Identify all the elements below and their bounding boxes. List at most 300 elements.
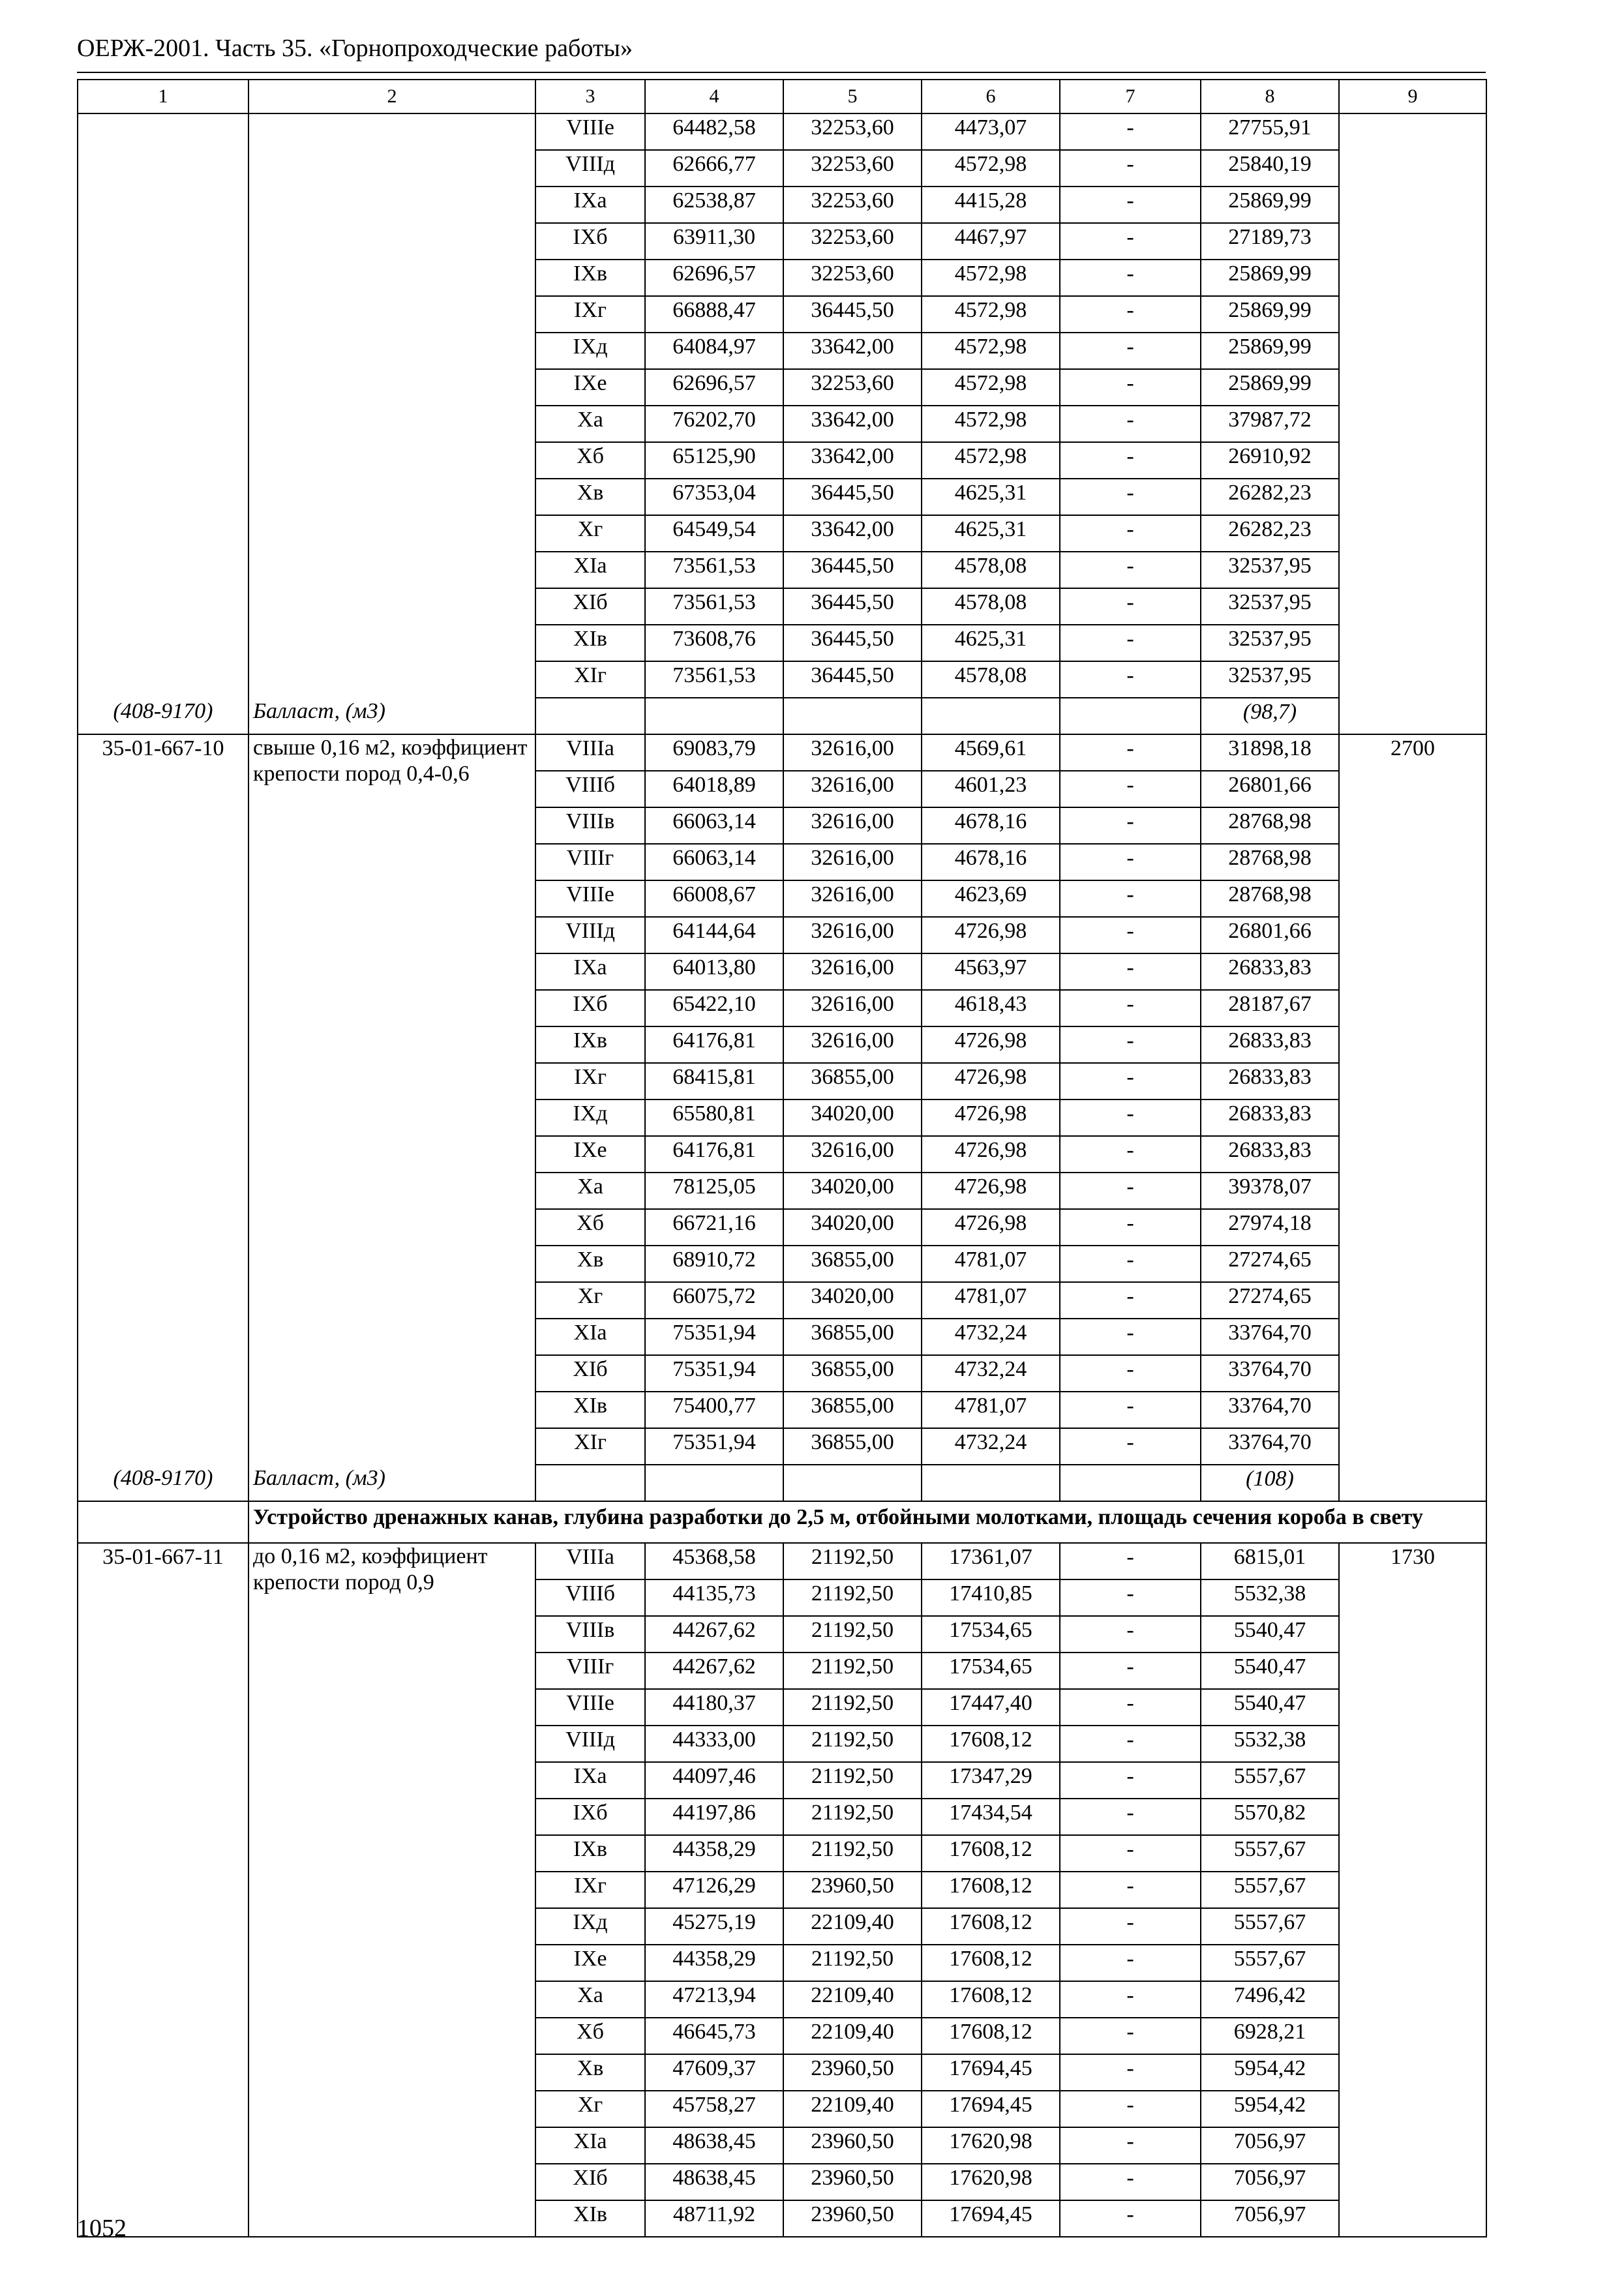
materials-cost: 5540,47 [1201, 1653, 1339, 1689]
machine-cost: 17620,98 [922, 2164, 1060, 2200]
total-cost: 64084,97 [645, 333, 783, 369]
desc-note: Балласт, (м3) [248, 1465, 535, 1501]
region-code: IXв [535, 1835, 645, 1872]
materials-cost: 6928,21 [1201, 2018, 1339, 2054]
norm-cell: 2700 [1339, 734, 1486, 1501]
region-code: VIIIе [535, 113, 645, 150]
materials-cost: 5954,42 [1201, 2054, 1339, 2091]
region-code: Xб [535, 442, 645, 479]
region-code: XIа [535, 1319, 645, 1355]
machine-cost: 4415,28 [922, 187, 1060, 223]
total-cost: 47609,37 [645, 2054, 783, 2091]
labor-cost: 32253,60 [783, 187, 922, 223]
code-cell: 35-01-667-10 [78, 734, 248, 1465]
materials-cost: 5557,67 [1201, 1835, 1339, 1872]
machine-cost: 4732,24 [922, 1319, 1060, 1355]
materials-cost: 32537,95 [1201, 661, 1339, 698]
region-code: VIIIе [535, 1689, 645, 1726]
total-cost: 44358,29 [645, 1835, 783, 1872]
machine-cost: 4781,07 [922, 1282, 1060, 1319]
transport-cost: - [1060, 1209, 1201, 1246]
labor-cost: 34020,00 [783, 1100, 922, 1136]
transport-cost: - [1060, 990, 1201, 1026]
materials-cost: 26282,23 [1201, 479, 1339, 515]
region-code: XIг [535, 1428, 645, 1465]
total-cost: 66721,16 [645, 1209, 783, 1246]
total-cost: 67353,04 [645, 479, 783, 515]
machine-cost: 17608,12 [922, 1945, 1060, 1981]
region-code: Xа [535, 406, 645, 442]
labor-cost: 21192,50 [783, 1799, 922, 1835]
machine-cost: 4572,98 [922, 150, 1060, 187]
machine-cost: 17608,12 [922, 1908, 1060, 1945]
machine-cost: 4618,43 [922, 990, 1060, 1026]
transport-cost: - [1060, 1762, 1201, 1799]
transport-cost: - [1060, 1026, 1201, 1063]
region-code: VIIIа [535, 1543, 645, 1579]
empty-cell [535, 1465, 645, 1501]
labor-cost: 36855,00 [783, 1246, 922, 1282]
materials-cost: 31898,18 [1201, 734, 1339, 771]
total-cost: 66008,67 [645, 880, 783, 917]
materials-cost: 7496,42 [1201, 1981, 1339, 2018]
column-header: 1 [78, 80, 248, 113]
materials-cost: 25869,99 [1201, 369, 1339, 406]
materials-cost: 5557,67 [1201, 1872, 1339, 1908]
labor-cost: 32253,60 [783, 260, 922, 296]
machine-cost: 4625,31 [922, 625, 1060, 661]
total-cost: 64144,64 [645, 917, 783, 953]
materials-cost: 33764,70 [1201, 1428, 1339, 1465]
total-cost: 44097,46 [645, 1762, 783, 1799]
region-code: IXб [535, 990, 645, 1026]
materials-cost: 5532,38 [1201, 1579, 1339, 1616]
total-cost: 44333,00 [645, 1726, 783, 1762]
materials-cost: 26910,92 [1201, 442, 1339, 479]
transport-cost: - [1060, 150, 1201, 187]
transport-cost: - [1060, 296, 1201, 333]
total-cost: 63911,30 [645, 223, 783, 260]
labor-cost: 21192,50 [783, 1726, 922, 1762]
column-header: 6 [922, 80, 1060, 113]
total-cost: 46645,73 [645, 2018, 783, 2054]
materials-cost: 33764,70 [1201, 1319, 1339, 1355]
region-code: VIIIв [535, 1616, 645, 1653]
materials-cost: 27274,65 [1201, 1282, 1339, 1319]
column-header: 9 [1339, 80, 1486, 113]
total-cost: 45275,19 [645, 1908, 783, 1945]
rates-table [77, 79, 1487, 2237]
region-code: XIа [535, 552, 645, 588]
region-code: IXг [535, 296, 645, 333]
labor-cost: 32616,00 [783, 844, 922, 880]
transport-cost: - [1060, 661, 1201, 698]
materials-note: (98,7) [1201, 698, 1339, 734]
labor-cost: 36855,00 [783, 1319, 922, 1355]
total-cost: 64549,54 [645, 515, 783, 552]
labor-cost: 22109,40 [783, 1908, 922, 1945]
region-code: IXа [535, 953, 645, 990]
total-cost: 73608,76 [645, 625, 783, 661]
total-cost: 44197,86 [645, 1799, 783, 1835]
transport-cost: - [1060, 771, 1201, 807]
labor-cost: 36445,50 [783, 552, 922, 588]
labor-cost: 36855,00 [783, 1355, 922, 1392]
materials-cost: 25869,99 [1201, 187, 1339, 223]
region-code: IXа [535, 1762, 645, 1799]
total-cost: 45368,58 [645, 1543, 783, 1579]
total-cost: 68415,81 [645, 1063, 783, 1100]
transport-cost: - [1060, 625, 1201, 661]
materials-cost: 5570,82 [1201, 1799, 1339, 1835]
total-cost: 75351,94 [645, 1428, 783, 1465]
labor-cost: 32616,00 [783, 807, 922, 844]
empty-cell [535, 698, 645, 734]
transport-cost: - [1060, 515, 1201, 552]
column-header: 4 [645, 80, 783, 113]
machine-cost: 4726,98 [922, 1173, 1060, 1209]
transport-cost: - [1060, 406, 1201, 442]
machine-cost: 17361,07 [922, 1543, 1060, 1579]
machine-cost: 4726,98 [922, 1026, 1060, 1063]
materials-cost: 25869,99 [1201, 296, 1339, 333]
total-cost: 45758,27 [645, 2091, 783, 2127]
region-code: XIг [535, 661, 645, 698]
total-cost: 76202,70 [645, 406, 783, 442]
materials-cost: 26801,66 [1201, 771, 1339, 807]
materials-cost: 7056,97 [1201, 2200, 1339, 2237]
norm-cell [1339, 113, 1486, 734]
labor-cost: 21192,50 [783, 1945, 922, 1981]
labor-cost: 21192,50 [783, 1653, 922, 1689]
table-row [78, 734, 1486, 771]
materials-cost: 5557,67 [1201, 1945, 1339, 1981]
machine-cost: 17534,65 [922, 1653, 1060, 1689]
region-code: IXа [535, 187, 645, 223]
machine-cost: 4726,98 [922, 1063, 1060, 1100]
region-code: VIIIе [535, 880, 645, 917]
region-code: IXг [535, 1063, 645, 1100]
labor-cost: 33642,00 [783, 406, 922, 442]
labor-cost: 34020,00 [783, 1282, 922, 1319]
total-cost: 73561,53 [645, 552, 783, 588]
materials-cost: 37987,72 [1201, 406, 1339, 442]
region-code: VIIIд [535, 917, 645, 953]
materials-cost: 5532,38 [1201, 1726, 1339, 1762]
labor-cost: 32616,00 [783, 953, 922, 990]
machine-cost: 4572,98 [922, 406, 1060, 442]
empty-cell [922, 1465, 1060, 1501]
region-code: VIIIд [535, 150, 645, 187]
labor-cost: 34020,00 [783, 1209, 922, 1246]
total-cost: 66063,14 [645, 844, 783, 880]
region-code: Xв [535, 479, 645, 515]
labor-cost: 33642,00 [783, 442, 922, 479]
labor-cost: 23960,50 [783, 2054, 922, 2091]
machine-cost: 4578,08 [922, 552, 1060, 588]
machine-cost: 4726,98 [922, 1209, 1060, 1246]
total-cost: 65580,81 [645, 1100, 783, 1136]
transport-cost: - [1060, 1908, 1201, 1945]
machine-cost: 4678,16 [922, 807, 1060, 844]
materials-cost: 5557,67 [1201, 1762, 1339, 1799]
transport-cost: - [1060, 1543, 1201, 1579]
materials-cost: 7056,97 [1201, 2164, 1339, 2200]
machine-cost: 17694,45 [922, 2091, 1060, 2127]
labor-cost: 36855,00 [783, 1428, 922, 1465]
transport-cost: - [1060, 1981, 1201, 2018]
transport-cost: - [1060, 479, 1201, 515]
transport-cost: - [1060, 588, 1201, 625]
machine-cost: 4572,98 [922, 333, 1060, 369]
machine-cost: 4572,98 [922, 260, 1060, 296]
machine-cost: 4726,98 [922, 1100, 1060, 1136]
transport-cost: - [1060, 1616, 1201, 1653]
machine-cost: 17410,85 [922, 1579, 1060, 1616]
machine-cost: 17534,65 [922, 1616, 1060, 1653]
materials-cost: 27755,91 [1201, 113, 1339, 150]
labor-cost: 36445,50 [783, 625, 922, 661]
transport-cost: - [1060, 260, 1201, 296]
materials-cost: 39378,07 [1201, 1173, 1339, 1209]
labor-cost: 36445,50 [783, 479, 922, 515]
machine-cost: 4732,24 [922, 1355, 1060, 1392]
total-cost: 64176,81 [645, 1136, 783, 1173]
total-cost: 47213,94 [645, 1981, 783, 2018]
region-code: XIа [535, 2127, 645, 2164]
transport-cost: - [1060, 734, 1201, 771]
region-code: VIIIв [535, 807, 645, 844]
transport-cost: - [1060, 1428, 1201, 1465]
region-code: IXв [535, 260, 645, 296]
total-cost: 66063,14 [645, 807, 783, 844]
region-code: XIб [535, 588, 645, 625]
materials-cost: 28768,98 [1201, 844, 1339, 880]
labor-cost: 22109,40 [783, 1981, 922, 2018]
materials-cost: 28768,98 [1201, 880, 1339, 917]
region-code: Xв [535, 2054, 645, 2091]
machine-cost: 17347,29 [922, 1762, 1060, 1799]
total-cost: 44180,37 [645, 1689, 783, 1726]
labor-cost: 23960,50 [783, 2164, 922, 2200]
materials-cost: 25840,19 [1201, 150, 1339, 187]
region-code: VIIIб [535, 1579, 645, 1616]
machine-cost: 4625,31 [922, 479, 1060, 515]
total-cost: 73561,53 [645, 661, 783, 698]
labor-cost: 23960,50 [783, 2127, 922, 2164]
labor-cost: 36445,50 [783, 296, 922, 333]
transport-cost: - [1060, 917, 1201, 953]
machine-cost: 4572,98 [922, 296, 1060, 333]
section-header-row [78, 1501, 1486, 1543]
total-cost: 48711,92 [645, 2200, 783, 2237]
region-code: IXе [535, 1136, 645, 1173]
materials-cost: 5954,42 [1201, 2091, 1339, 2127]
empty-cell [78, 1501, 248, 1543]
transport-cost: - [1060, 2091, 1201, 2127]
total-cost: 62538,87 [645, 187, 783, 223]
region-code: IXг [535, 1872, 645, 1908]
transport-cost: - [1060, 369, 1201, 406]
code-note: (408-9170) [78, 1465, 248, 1501]
column-header: 2 [248, 80, 535, 113]
code-note: (408-9170) [78, 698, 248, 734]
materials-cost: 25869,99 [1201, 260, 1339, 296]
transport-cost: - [1060, 807, 1201, 844]
labor-cost: 23960,50 [783, 2200, 922, 2237]
section-title: Устройство дренажных канав, глубина разработки до 2,5 м, отбойными молотками, площадь сечения короба в свету [248, 1501, 1486, 1543]
materials-cost: 26833,83 [1201, 1100, 1339, 1136]
region-code: IXд [535, 1908, 645, 1945]
materials-cost: 28768,98 [1201, 807, 1339, 844]
transport-cost: - [1060, 880, 1201, 917]
transport-cost: - [1060, 2054, 1201, 2091]
materials-cost: 32537,95 [1201, 625, 1339, 661]
machine-cost: 17608,12 [922, 1872, 1060, 1908]
machine-cost: 4781,07 [922, 1246, 1060, 1282]
transport-cost: - [1060, 953, 1201, 990]
region-code: Xа [535, 1981, 645, 2018]
machine-cost: 4572,98 [922, 369, 1060, 406]
empty-cell [645, 1465, 783, 1501]
region-code: VIIIг [535, 844, 645, 880]
column-header-row [78, 80, 1486, 113]
materials-cost: 26833,83 [1201, 953, 1339, 990]
machine-cost: 4726,98 [922, 1136, 1060, 1173]
materials-cost: 33764,70 [1201, 1392, 1339, 1428]
labor-cost: 33642,00 [783, 515, 922, 552]
region-code: VIIIб [535, 771, 645, 807]
region-code: Xб [535, 1209, 645, 1246]
materials-cost: 32537,95 [1201, 588, 1339, 625]
total-cost: 78125,05 [645, 1173, 783, 1209]
table-row [78, 113, 1486, 150]
transport-cost: - [1060, 1579, 1201, 1616]
ballast-note-row [78, 1465, 1486, 1501]
region-code: VIIIг [535, 1653, 645, 1689]
transport-cost: - [1060, 2018, 1201, 2054]
materials-cost: 27274,65 [1201, 1246, 1339, 1282]
total-cost: 44267,62 [645, 1616, 783, 1653]
materials-note: (108) [1201, 1465, 1339, 1501]
labor-cost: 36445,50 [783, 588, 922, 625]
machine-cost: 17608,12 [922, 1726, 1060, 1762]
transport-cost: - [1060, 1355, 1201, 1392]
region-code: Xа [535, 1173, 645, 1209]
materials-cost: 7056,97 [1201, 2127, 1339, 2164]
labor-cost: 32616,00 [783, 880, 922, 917]
machine-cost: 17447,40 [922, 1689, 1060, 1726]
transport-cost: - [1060, 2200, 1201, 2237]
transport-cost: - [1060, 187, 1201, 223]
total-cost: 62696,57 [645, 369, 783, 406]
materials-cost: 32537,95 [1201, 552, 1339, 588]
materials-cost: 6815,01 [1201, 1543, 1339, 1579]
labor-cost: 22109,40 [783, 2018, 922, 2054]
machine-cost: 17608,12 [922, 1835, 1060, 1872]
page-header: ОЕРЖ-2001. Часть 35. «Горнопроходческие работы» [77, 35, 633, 62]
total-cost: 48638,45 [645, 2164, 783, 2200]
desc-cell: до 0,16 м2, коэффициент крепости пород 0,9 [248, 1543, 535, 2237]
transport-cost: - [1060, 1100, 1201, 1136]
labor-cost: 21192,50 [783, 1835, 922, 1872]
machine-cost: 4732,24 [922, 1428, 1060, 1465]
region-code: VIIIа [535, 734, 645, 771]
region-code: XIв [535, 2200, 645, 2237]
total-cost: 73561,53 [645, 588, 783, 625]
machine-cost: 17608,12 [922, 2018, 1060, 2054]
transport-cost: - [1060, 333, 1201, 369]
empty-cell [1060, 1465, 1201, 1501]
machine-cost: 4678,16 [922, 844, 1060, 880]
region-code: VIIIд [535, 1726, 645, 1762]
transport-cost: - [1060, 1246, 1201, 1282]
region-code: XIв [535, 1392, 645, 1428]
total-cost: 66888,47 [645, 296, 783, 333]
region-code: IXе [535, 1945, 645, 1981]
machine-cost: 4601,23 [922, 771, 1060, 807]
region-code: XIб [535, 2164, 645, 2200]
region-code: IXе [535, 369, 645, 406]
materials-cost: 26833,83 [1201, 1026, 1339, 1063]
desc-cell [248, 113, 535, 698]
code-cell [78, 113, 248, 698]
region-code: Xг [535, 2091, 645, 2127]
materials-cost: 26801,66 [1201, 917, 1339, 953]
transport-cost: - [1060, 1835, 1201, 1872]
labor-cost: 36445,50 [783, 661, 922, 698]
total-cost: 48638,45 [645, 2127, 783, 2164]
transport-cost: - [1060, 1945, 1201, 1981]
machine-cost: 4473,07 [922, 113, 1060, 150]
empty-cell [783, 698, 922, 734]
materials-cost: 28187,67 [1201, 990, 1339, 1026]
total-cost: 75351,94 [645, 1319, 783, 1355]
transport-cost: - [1060, 1653, 1201, 1689]
total-cost: 62666,77 [645, 150, 783, 187]
region-code: Xг [535, 515, 645, 552]
desc-cell: свыше 0,16 м2, коэффициент крепости пород 0,4-0,6 [248, 734, 535, 1465]
machine-cost: 17620,98 [922, 2127, 1060, 2164]
transport-cost: - [1060, 1136, 1201, 1173]
labor-cost: 32253,60 [783, 150, 922, 187]
labor-cost: 32253,60 [783, 223, 922, 260]
total-cost: 75351,94 [645, 1355, 783, 1392]
total-cost: 65125,90 [645, 442, 783, 479]
transport-cost: - [1060, 552, 1201, 588]
labor-cost: 21192,50 [783, 1616, 922, 1653]
labor-cost: 32616,00 [783, 734, 922, 771]
machine-cost: 4623,69 [922, 880, 1060, 917]
region-code: XIб [535, 1355, 645, 1392]
region-code: IXв [535, 1026, 645, 1063]
machine-cost: 17434,54 [922, 1799, 1060, 1835]
total-cost: 44135,73 [645, 1579, 783, 1616]
materials-cost: 33764,70 [1201, 1355, 1339, 1392]
transport-cost: - [1060, 1689, 1201, 1726]
materials-cost: 26833,83 [1201, 1063, 1339, 1100]
column-header: 5 [783, 80, 922, 113]
empty-cell [922, 698, 1060, 734]
labor-cost: 21192,50 [783, 1762, 922, 1799]
labor-cost: 36855,00 [783, 1392, 922, 1428]
materials-cost: 5540,47 [1201, 1689, 1339, 1726]
ballast-note-row [78, 698, 1486, 734]
machine-cost: 4625,31 [922, 515, 1060, 552]
labor-cost: 32253,60 [783, 113, 922, 150]
transport-cost: - [1060, 2127, 1201, 2164]
empty-cell [645, 698, 783, 734]
